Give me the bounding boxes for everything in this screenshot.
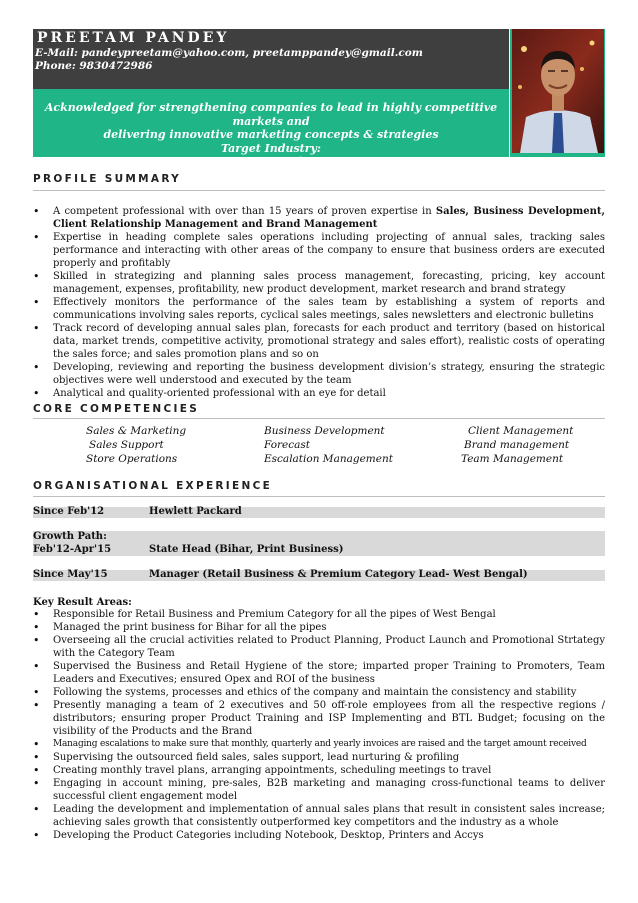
section-title-profile-summary: PROFILE SUMMARY [33,173,182,185]
list-item: • Supervising the outsourced field sales, sales support, lead nurturing & profiling [33,751,605,764]
tagline-line-1: Acknowledged for strengthening companies to lead in highly competitive markets and [44,101,498,128]
list-item: • Following the systems, processes and ethics of the company and maintain the consistency and stability [33,686,605,699]
phone-line: Phone: 9830472986 [35,60,153,72]
section-divider [33,418,605,419]
key-result-areas-list [33,608,605,842]
list-item: • Effectively monitors the performance of the sales team by establishing a system of reports and communications involving sales reports, cyclical sales meetings, sales newsletters and electronic bulletins [33,296,605,322]
header-dark-band [33,29,509,89]
candidate-name: PREETAM PANDEY [37,30,230,46]
list-item: • Track record of developing annual sales plan, forecasts for each product and territory (based on historical data, market trends, competitive activity, promotional strategy and sales effort), realistic costs of operating the sales force; and sales promotion plans and so on [33,322,605,361]
section-divider [33,190,605,191]
competency-item: Sales Support [89,439,164,451]
since-label: Since Feb'12 [33,506,105,517]
list-item: • A competent professional with over than 15 years of proven expertise in Sales, Business Development, Client Relationship Management and Brand Management [33,205,605,231]
competency-item: Business Development [264,425,385,437]
competency-item: Sales & Marketing [86,425,187,437]
section-divider [33,496,605,497]
list-item: • Analytical and quality-oriented professional with an eye for detail [33,387,605,400]
list-item: • Managed the print business for Bihar for all the pipes [33,621,605,634]
profile-summary-list [33,205,605,400]
tagline-line-2: delivering innovative marketing concepts & strategies [103,128,439,141]
list-item: • Creating monthly travel plans, arranging appointments, scheduling meetings to travel [33,764,605,777]
target-industry: Target Industry: [220,141,321,155]
role-title: Manager (Retail Business & Premium Category Lead- West Bengal) [149,569,528,580]
list-item: • Developing the Product Categories including Notebook, Desktop, Printers and Accys [33,829,605,842]
resume-header [33,29,605,168]
competency-item: Forecast [264,439,311,451]
key-result-areas-title: Key Result Areas: [33,597,132,608]
company-name: Hewlett Packard [149,506,242,517]
role-title: State Head (Bihar, Print Business) [149,544,344,555]
list-item: • Developing, reviewing and reporting the business development division’s strategy, ensuring the strategic objectives were well understood and executed by the team [33,361,605,387]
competency-item: Team Management [461,453,564,465]
period-label: Feb'12-Apr'15 [33,544,112,555]
profile-photo [510,29,605,157]
list-item: • Overseeing all the crucial activities related to Product Planning, Product Launch and Promotional Strtategy with the Category Team [33,634,605,660]
list-item: • Presently managing a team of 2 executives and 50 off-role employees from all the respective regions / distributors; ensuring proper Product Training and ISP Implementing and BTL Budget; focusing on the visibility of the Products and the Brand [33,699,605,738]
competency-item: Brand management [464,439,570,451]
since-label: Since May'15 [33,569,108,580]
section-title-organisational-experience: ORGANISATIONAL EXPERIENCE [33,480,273,492]
competency-item: Store Operations [86,453,178,465]
list-item: • Engaging in account mining, pre-sales, B2B marketing and managing cross-functional teams to deliver successful client engagement model [33,777,605,803]
list-item: • Managing escalations to make sure that monthly, quarterly and yearly invoices are raised and the target amount received [33,738,605,751]
competency-item: Escalation Management [264,453,393,465]
list-item: • Responsible for Retail Business and Premium Category for all the pipes of West Bengal [33,608,605,621]
competency-item: Client Management [468,425,574,437]
list-item: • Expertise in heading complete sales operations including projecting of annual sales, tracking sales performance and interacting with other areas of the company to ensure that business orders are executed properly and profitably [33,231,605,270]
growth-path-label: Growth Path: [33,531,107,542]
list-item: • Supervised the Business and Retail Hygiene of the store; imparted proper Training to Promoters, Team Leaders and Executives; ensured Opex and ROI of the business [33,660,605,686]
section-title-core-competencies: CORE COMPETENCIES [33,403,200,415]
target-location: Target Location: [220,155,322,168]
list-item: • Skilled in strategizing and planning sales process management, forecasting, pricing, key account management, expenses, profitability, new product development, market research and brand strategy [33,270,605,296]
email-line: E-Mail: pandeypreetam@yahoo.com, preetamppandey@gmail.com [35,47,423,59]
list-item: • Leading the development and implementation of annual sales plans that result in consistent sales increase; achieving sales growth that consistently outperformed key competitors and the industry as a whole [33,803,605,829]
tagline [33,101,509,169]
experience-band [33,507,605,518]
